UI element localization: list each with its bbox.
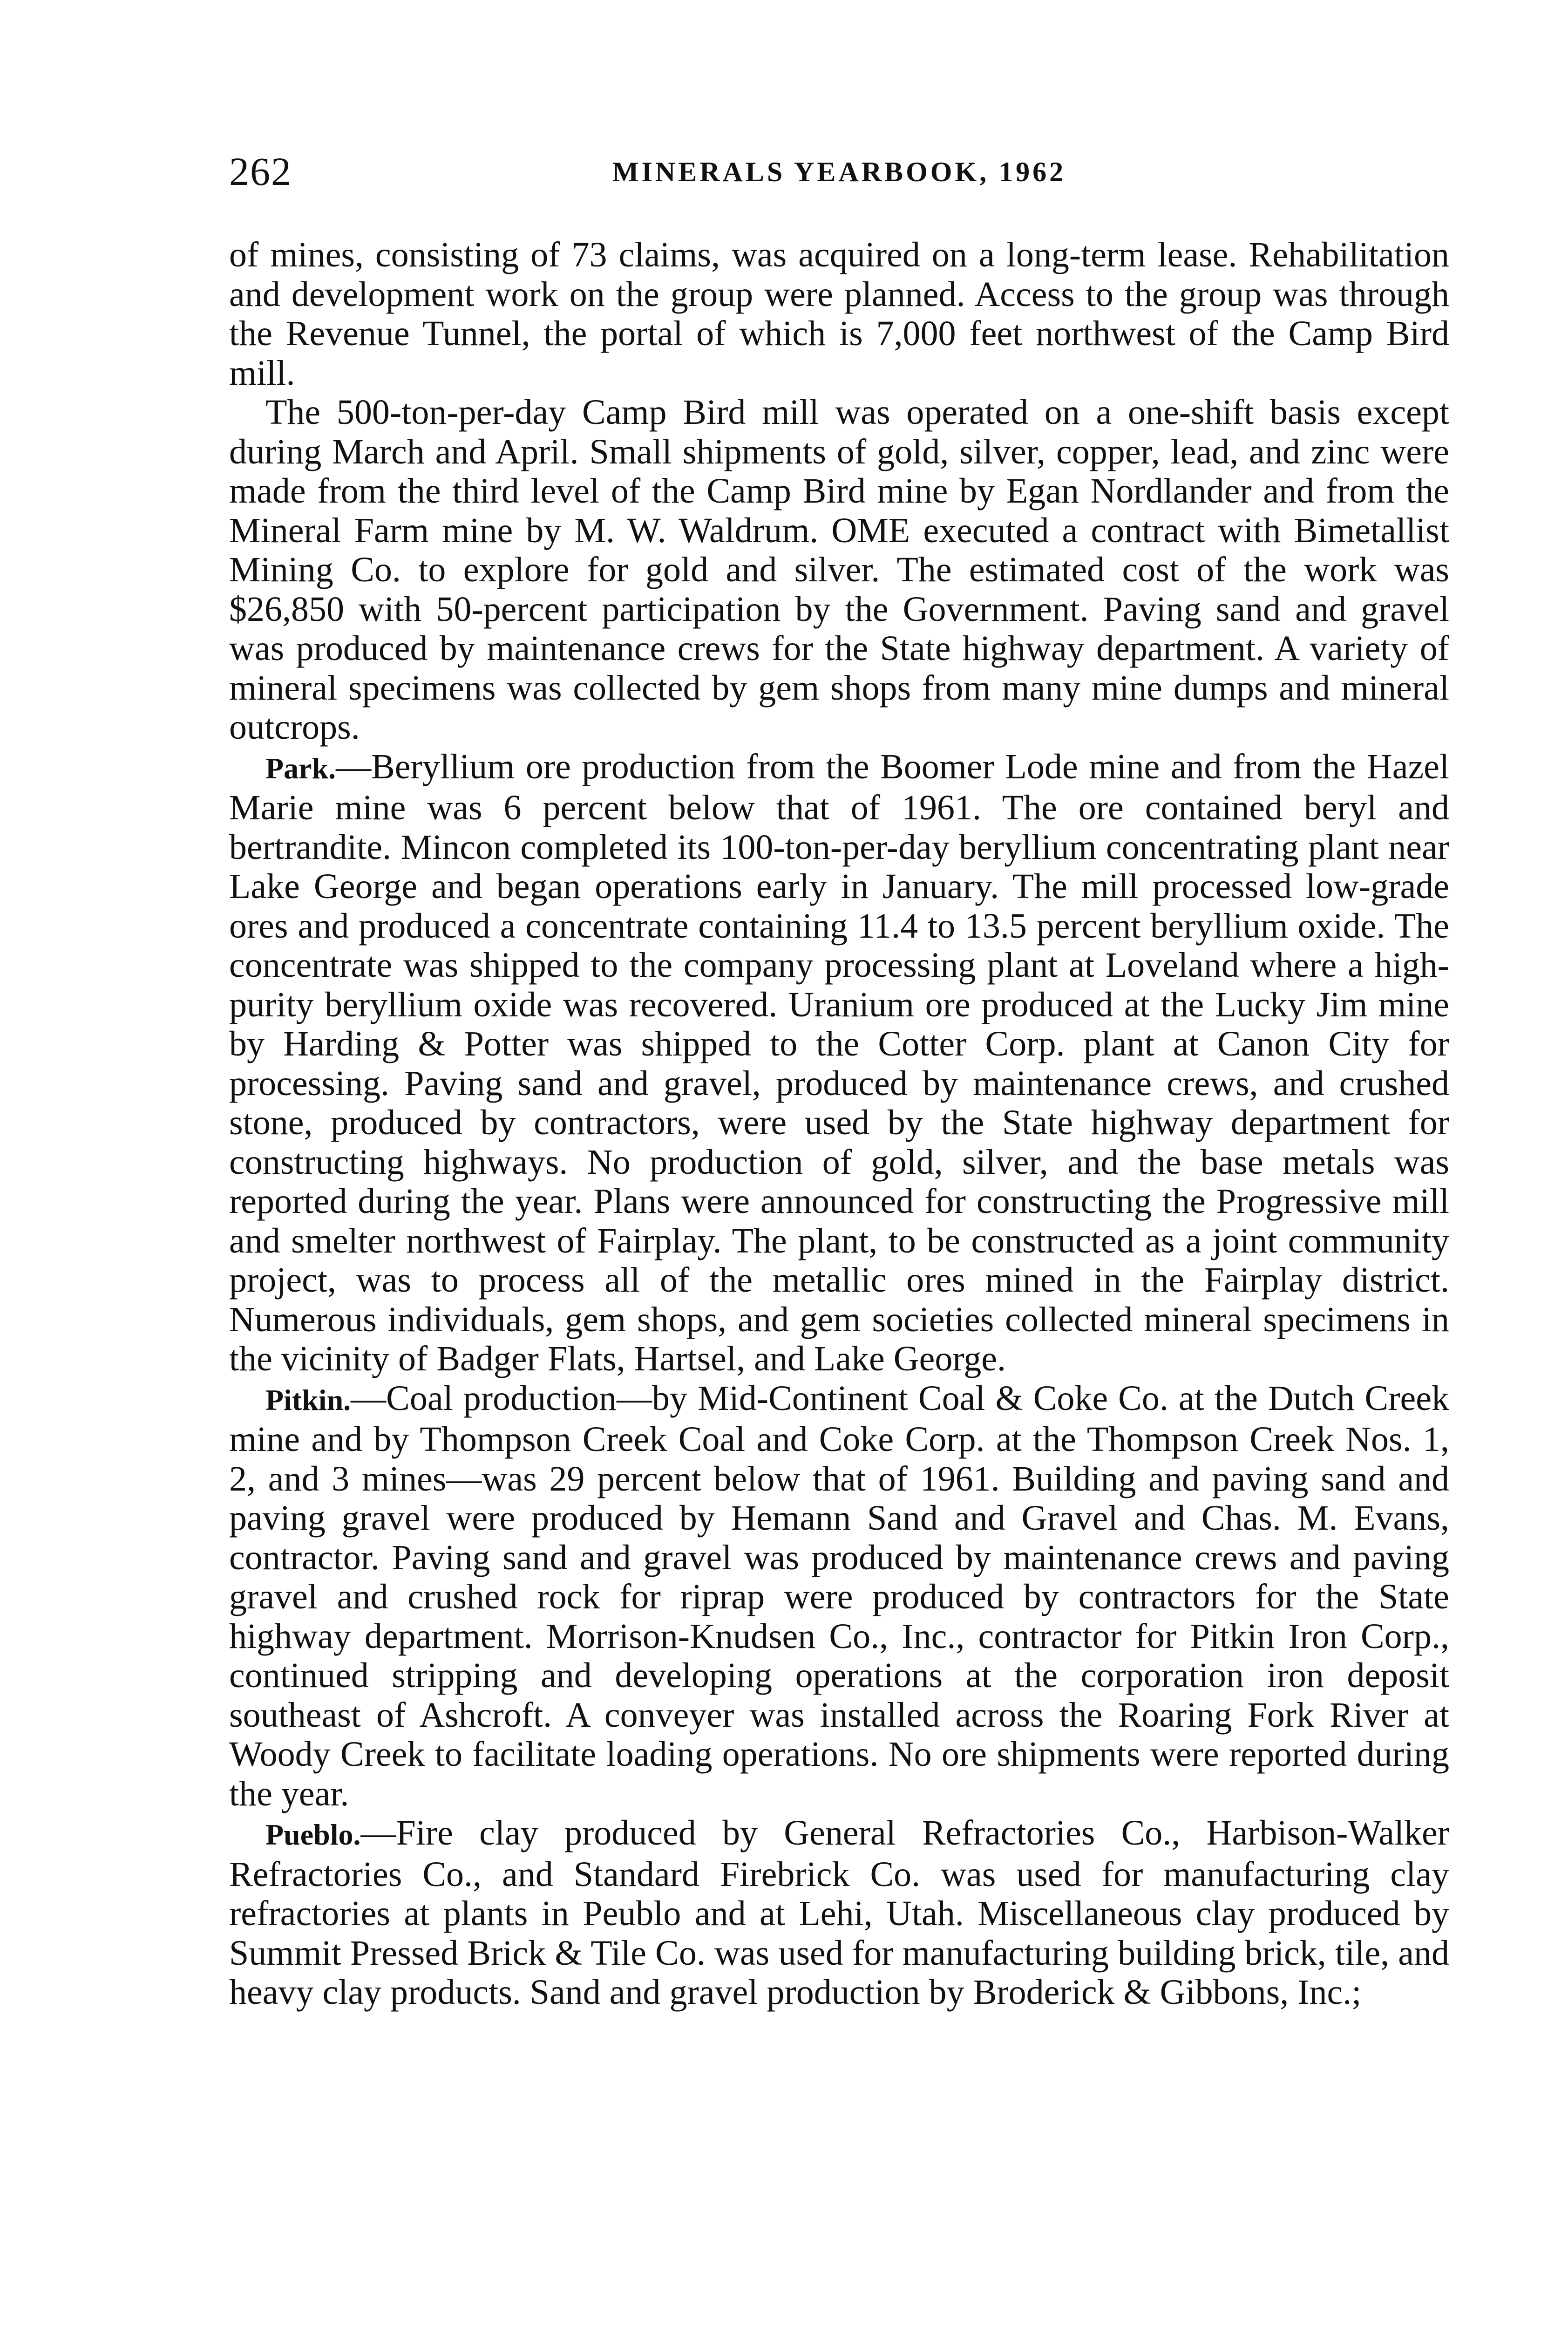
running-head xyxy=(229,148,1449,195)
running-title: MINERALS YEARBOOK, 1962 xyxy=(612,157,1066,187)
paragraph-pueblo xyxy=(229,1813,1449,2012)
paragraph-text: The 500-ton-per-day Camp Bird mill was operated on a one-shift basis except during March and April. Small shipments of gold, silver, copper, lead, and zinc were made from the third level of the Camp Bird mine by Egan Nordlander and from the Mineral Farm mine by M. W. Waldrum. OME executed a contract with Bimetallist Mining Co. to explore for gold and silver. The estimated cost of the work was $26,850 with 50-percent participation by the Government. Paving sand and gravel was produced by maintenance crews for the State highway department. A variety of mineral specimens was collected by gem shops from many mine dumps and mineral outcrops. xyxy=(229,393,1449,747)
paragraph-pitkin xyxy=(229,1379,1449,1814)
run-in-heading-pueblo: Pueblo. xyxy=(265,1818,361,1851)
paragraph-text: —Fire clay produced by General Refractories Co., Harbison-Walker Refractories Co., and Standard Firebrick Co. was used for manufacturing clay refractories at plants in Peublo and at Lehi, Utah. Miscellaneous clay produced by Summit Pressed Brick & Tile Co. was used for manufacturing building brick, tile, and heavy clay products. Sand and gravel production by Broderick & Gibbons, Inc.; xyxy=(229,1813,1449,2012)
run-in-heading-pitkin: Pitkin. xyxy=(265,1383,351,1416)
paragraph-text: —Coal production—by Mid-Continent Coal & Coke Co. at the Dutch Creek mine and by Thompson Creek Coal and Coke Corp. at the Thompson Creek Nos. 1, 2, and 3 mines—was 29 percent below that of 1961. Building and paving sand and paving gravel were produced by Hemann Sand and Gravel and Chas. M. Evans, contractor. Paving sand and gravel was produced by maintenance crews and paving gravel and crushed rock for riprap were produced by contractors for the State highway department. Morrison-Knudsen Co., Inc., contractor for Pitkin Iron Corp., continued stripping and developing operations at the corporation iron deposit southeast of Ashcroft. A conveyer was installed across the Roaring Fork River at Woody Creek to facilitate loading operations. No ore shipments were reported during the year. xyxy=(229,1378,1449,1813)
paragraph-text: of mines, consisting of 73 claims, was acquired on a long-term lease. Rehabilitation and development work on the group were planned. Access to the group was through the Revenue Tunnel, the portal of which is 7,000 feet northwest of the Camp Bird mill. xyxy=(229,235,1449,393)
page-number: 262 xyxy=(229,149,292,194)
paragraph-text: —Beryllium ore production from the Boomer Lode mine and from the Hazel Marie mine was 6 percent below that of 1961. The ore contained beryl and bertrandite. Mincon completed its 100-ton-per-day beryllium concentrating plant near Lake George and began operations early in January. The mill processed low-grade ores and produced a concentrate containing 11.4 to 13.5 percent beryllium oxide. The concentrate was shipped to the company processing plant at Loveland where a high-purity beryllium oxide was recovered. Uranium ore produced at the Lucky Jim mine by Harding & Potter was shipped to the Cotter Corp. plant at Canon City for processing. Paving sand and gravel, produced by maintenance crews, and crushed stone, produced by contractors, were used by the State highway department for constructing highways. No production of gold, silver, and the base metals was reported during the year. Plans were announced for constructing the Progressive mill and smelter northwest of Fairplay. The plant, to be constructed as a joint community project, was to process all of the metallic ores mined in the Fairplay district. Numerous individuals, gem shops, and gem societies collected mineral specimens in the vicinity of Badger Flats, Hartsel, and Lake George. xyxy=(229,747,1449,1378)
paragraph-camp-bird-mill xyxy=(229,393,1449,747)
run-in-heading-park: Park. xyxy=(265,751,336,785)
body-text xyxy=(229,235,1449,2012)
paragraph-park xyxy=(229,747,1449,1379)
paragraph-continuation xyxy=(229,235,1449,393)
